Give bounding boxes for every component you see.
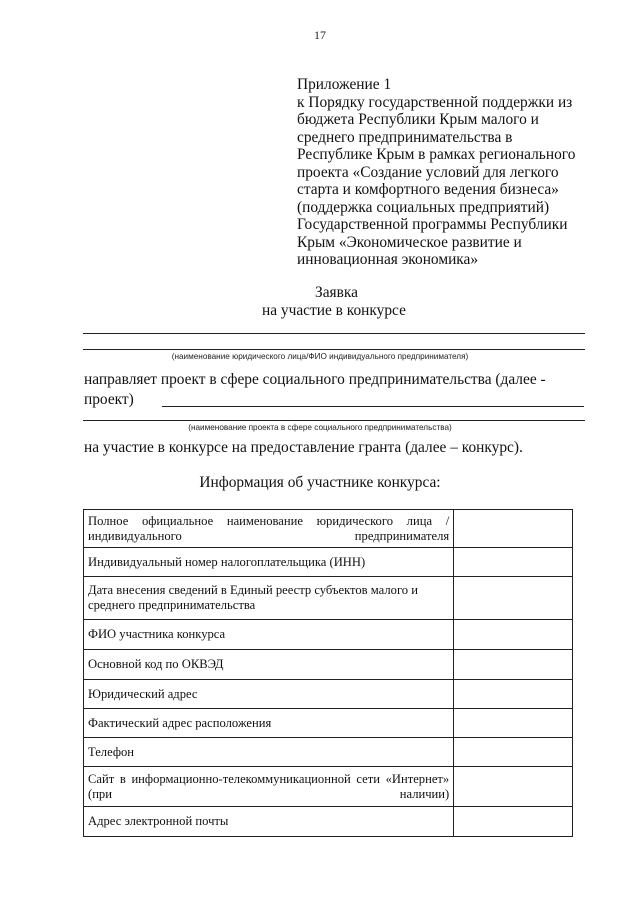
table-row xyxy=(84,620,573,650)
appendix-line: к Порядку государственной поддержки из xyxy=(297,93,573,111)
table-row xyxy=(84,510,573,548)
table-row xyxy=(84,709,573,738)
appendix-line: проекта «Создание условий для легкого xyxy=(297,163,559,181)
appendix-line: (поддержка социальных предприятий) xyxy=(297,198,550,216)
contest-participation-text: на участие в конкурсе на предоставление гранта (далее – конкурс). xyxy=(84,439,523,456)
row-label: Юридический адрес xyxy=(84,680,454,709)
row-label: ФИО участника конкурса xyxy=(84,620,454,650)
appendix-block xyxy=(297,76,597,269)
table-row xyxy=(84,650,573,680)
row-label: Фактический адрес расположения xyxy=(84,709,454,738)
appendix-line: Государственной программы Республики xyxy=(297,216,568,233)
appendix-line: Крым «Экономическое развитие и xyxy=(297,233,522,251)
table-row xyxy=(84,807,573,837)
sends-project-text-2: проект) xyxy=(84,391,134,408)
page-number: 17 xyxy=(314,28,326,42)
appendix-line: бюджета Республики Крым малого и xyxy=(297,111,539,128)
table-row xyxy=(84,680,573,709)
row-label-text: Полное официальное наименование юридического лица /индивидуального предпринимателя xyxy=(88,513,450,543)
row-value-cell[interactable] xyxy=(454,650,573,680)
project-caption: (наименование проекта в сфере социального предпринимательства) xyxy=(188,423,452,432)
row-value-cell[interactable] xyxy=(454,510,573,548)
table-row xyxy=(84,767,573,807)
row-value-cell[interactable] xyxy=(454,620,573,650)
appendix-line: Приложение 1 xyxy=(297,76,392,93)
sends-project-text-1: направляет проект в сфере социального предпринимательства (далее - xyxy=(84,371,546,388)
row-value-cell[interactable] xyxy=(454,548,573,577)
project-name-line-2[interactable] xyxy=(83,420,585,421)
row-value-cell[interactable] xyxy=(454,738,573,767)
info-heading: Информация об участнике конкурса: xyxy=(199,474,441,491)
application-subtitle: на участие в конкурсе xyxy=(262,302,406,319)
applicant-name-line-2[interactable] xyxy=(83,349,585,350)
project-name-line-1[interactable] xyxy=(162,406,584,407)
row-value-cell[interactable] xyxy=(454,807,573,837)
row-label: Индивидуальный номер налогоплательщика (ИНН) xyxy=(84,548,454,577)
appendix-line: Республике Крым в рамках регионального xyxy=(297,146,576,163)
row-value-cell[interactable] xyxy=(454,577,573,620)
row-label-text: Сайт в информационно-телекоммуникационной сети «Интернет» (при наличии) xyxy=(88,771,450,801)
row-value-cell[interactable] xyxy=(454,767,573,807)
table-row xyxy=(84,577,573,620)
row-value-cell[interactable] xyxy=(454,680,573,709)
row-label xyxy=(84,767,454,807)
appendix-line: инновационная экономика» xyxy=(297,251,479,268)
table-row xyxy=(84,548,573,577)
row-label: Телефон xyxy=(84,738,454,767)
participant-info-table xyxy=(83,509,573,837)
row-value-cell[interactable] xyxy=(454,709,573,738)
applicant-caption: (наименование юридического лица/ФИО индивидуального предпринимателя) xyxy=(171,352,469,361)
application-title: Заявка xyxy=(315,284,358,301)
table-row xyxy=(84,738,573,767)
row-label: Основной код по ОКВЭД xyxy=(84,650,454,680)
row-label xyxy=(84,577,454,620)
row-label: Адрес электронной почты xyxy=(84,807,454,837)
appendix-line: среднего предпринимательства в xyxy=(297,128,513,146)
row-label xyxy=(84,510,454,548)
applicant-name-line-1[interactable] xyxy=(83,333,585,334)
appendix-line: старта и комфортного ведения бизнеса» xyxy=(297,181,559,198)
row-label-text: Дата внесения сведений в Единый реестр субъектов малого и среднего предпринимательства xyxy=(88,583,418,612)
